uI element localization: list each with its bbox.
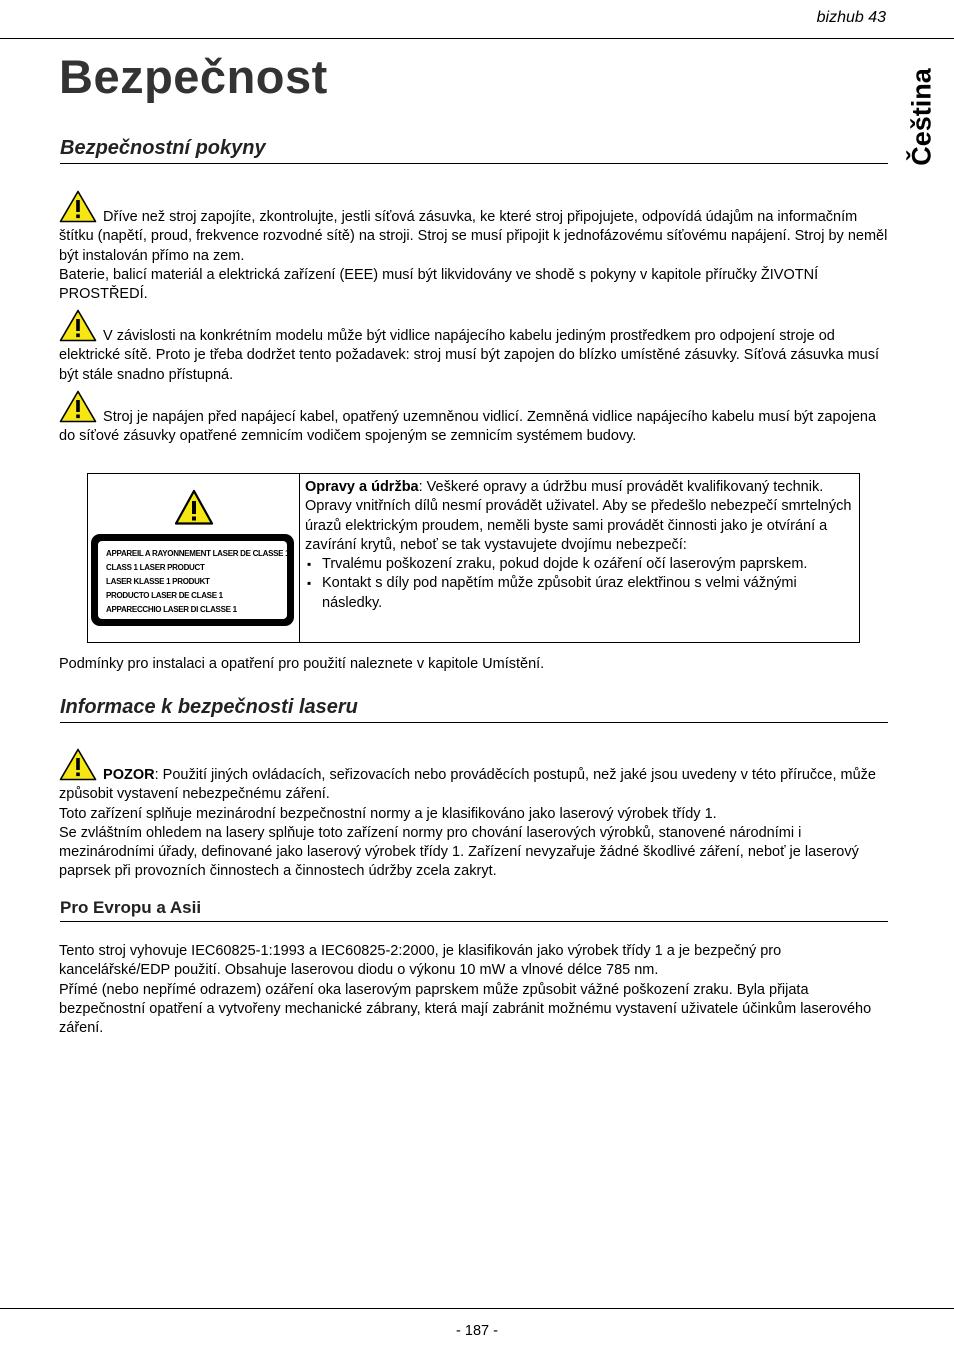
page-title: Bezpečnost xyxy=(59,50,328,103)
header-divider xyxy=(0,38,954,39)
warning-text-power-outlet: Dříve než stroj zapojíte, zkontrolujte, jestli síťová zásuvka, ke které stroj připojujete, odpovídá údajům na informačním štítku (napětí, proud, frekvence rozvodné sítě) na stroji. Stroj se musí připojit k jednofázovému síťovému napájení. Stroj by neměl být instalován přímo na zem. xyxy=(59,209,888,264)
repair-text-panel xyxy=(300,474,859,642)
hazard-list xyxy=(305,555,855,613)
laser-label-line: APPARECCHIO LASER DI CLASSE 1 xyxy=(106,605,237,614)
safety-instructions-block xyxy=(59,190,888,304)
laser-class-label xyxy=(91,534,294,626)
plug-warning-block xyxy=(59,309,888,385)
repair-title: Opravy a údržba xyxy=(305,479,419,495)
list-item: ▪ Kontakt s díly pod napětím může způsobit úraz elektřinou s velmi vážnými následky. xyxy=(305,574,855,613)
warning-text-plug-disconnect: V závislosti na konkrétním modelu může být vidlice napájecího kabelu jediným prostředkem pro odpojení stroje od elektrické sítě. Proto je třeba dodržet tento požadavek: stroj musí být zapojen do blízko umístěné zásuvky. Síťová zásuvka musí být stále snadno přístupná. xyxy=(59,328,879,383)
warning-icon xyxy=(59,190,97,223)
laser-class-text: Toto zařízení splňuje mezinárodní bezpečnostní normy a je klasifikováno jako laserový výrobek třídy 1. xyxy=(59,805,717,822)
warning-icon xyxy=(59,390,97,423)
list-item: ▪ Trvalému poškození zraku, pokud dojde k ozáření očí laserovým paprskem. xyxy=(305,555,855,574)
section-heading-safety-instructions: Bezpečnostní pokyny xyxy=(60,137,888,164)
laser-label-line: APPAREIL A RAYONNEMENT LASER DE CLASSE 1 xyxy=(106,549,290,558)
laser-safety-block xyxy=(59,748,888,882)
warning-icon xyxy=(174,489,214,526)
repair-text: : Veškeré opravy a údržbu musí provádět kvalifikovaný technik. Opravy vnitřních dílů nesmí provádět uživatel. Aby se předešlo nebezpečí smrtelných úrazů elektrickým proudem, neměli byste sami provádět činnosti jako je otvírání a zavírání krytů, neboť se tak vystavujete dvojímu nebezpečí: xyxy=(305,479,852,553)
caution-label: POZOR xyxy=(103,767,155,783)
caution-text: : Použití jiných ovládacích, seřizovacích nebo prováděcích postupů, než jaké jsou uvedeny v této příručce, může způsobit vystavení nebezpečnému záření. xyxy=(59,767,876,803)
page-number: - 187 - xyxy=(456,1323,498,1339)
iec-compliance-text: Tento stroj vyhovuje IEC60825-1:1993 a IEC60825-2:2000, je klasifikován jako výrobek třídy 1 a je bezpečný pro kancelářské/EDP použití. Obsahuje laserovou diodu o výkonu 10 mW a vlnové délce 785 nm. xyxy=(59,943,782,979)
language-tab-label: Čeština xyxy=(906,68,937,166)
warning-text-grounded-plug: Stroj je napájen před napájecí kabel, opatřený uzemněnou vidlicí. Zemněná vidlice napájecího kabelu musí být zapojena do síťové zásuvky opatřené zemnicím vodičem spojeným se zemnicím systémem budovy. xyxy=(59,409,877,445)
header-model-name: bizhub 43 xyxy=(816,9,886,26)
battery-disposal-text: Baterie, balicí materiál a elektrická zařízení (EEE) musí být likvidovány ve shodě s pokyny v kapitole příručky ŽIVOTNÍ PROSTŘEDÍ. xyxy=(59,266,819,303)
install-note: Podmínky pro instalaci a opatření pro použití naleznete v kapitole Umístění. xyxy=(59,656,545,672)
laser-label-line: CLASS 1 LASER PRODUCT xyxy=(106,563,205,572)
europe-asia-block xyxy=(59,942,888,1038)
section-heading-laser-safety: Informace k bezpečnosti laseru xyxy=(60,696,888,723)
laser-label-panel xyxy=(88,474,300,642)
section-heading-europe-asia: Pro Evropu a Asii xyxy=(60,898,888,922)
laser-standards-text: Se zvláštním ohledem na lasery splňuje toto zařízení normy pro chování laserových výrobků, stanovené národními i mezinárodními úřady, definované jako laserový výrobek třídy 1. Zařízení nevyzařuje žádné škodlivé záření, neboť je laserový paprsek při provozních činnostech a činnostech údržby zcela zakryt. xyxy=(59,824,859,880)
repair-safety-box xyxy=(87,473,860,643)
laser-label-line: PRODUCTO LASER DE CLASE 1 xyxy=(106,591,223,600)
eye-exposure-text: Přímé (nebo nepřímé odrazem) ozáření oka laserovým paprskem může způsobit vážné poškození zraku. Byla přijata bezpečnostní opatření a vytvořeny mechanické zábrany, která mají zabránit možnému vystavení uživatele účinkům laserového záření. xyxy=(59,981,872,1037)
footer-divider xyxy=(0,1308,954,1309)
language-tab xyxy=(902,62,942,172)
ground-warning-block xyxy=(59,390,888,447)
warning-icon xyxy=(59,748,97,781)
warning-icon xyxy=(59,309,97,342)
laser-label-line: LASER KLASSE 1 PRODUKT xyxy=(106,577,210,586)
